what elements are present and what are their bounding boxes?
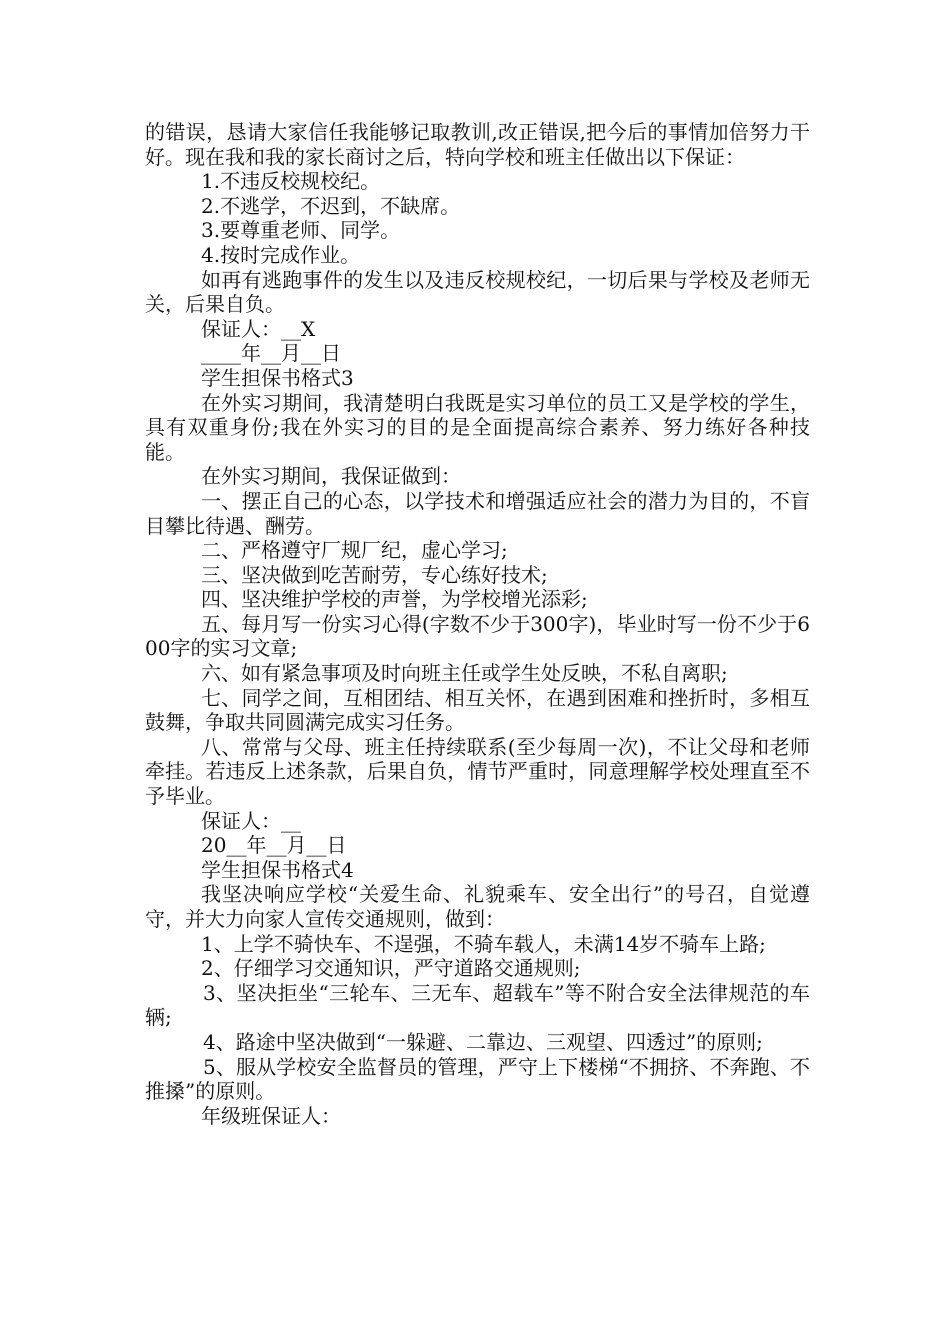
date-line: ____年__月__日 [201, 341, 341, 366]
list-item: 七、同学之间，互相团结、相互关怀，在遇到困难和挫折时，多相互鼓舞，争取共同圆满完成实习任务。 [145, 685, 810, 735]
list-item: 八、常常与父母、班主任持续联系(至少每周一次)，不让父母和老师牵挂。若违反上述条款，后果自负，情节严重时，同意理解学校处理直至不予毕业。 [145, 734, 810, 809]
paragraph: 在外实习期间，我保证做到： [201, 464, 461, 489]
signature-line: 保证人：__X [201, 316, 316, 341]
list-item: 3、坚决拒坐“三轮车、三无车、超载车”等不附合安全法律规范的车辆; [145, 980, 810, 1030]
section-title: 学生担保书格式3 [201, 365, 354, 390]
paragraph: 在外实习期间，我清楚明白我既是实习单位的员工又是学校的学生，具有双重身份;我在外实习的目的是全面提高综合素养、努力练好各种技能。 [145, 390, 810, 464]
list-item: 四、坚决维护学校的声誉，为学校增光添彩; [201, 587, 588, 612]
list-item: 二、严格遵守厂规厂纪，虚心学习; [201, 538, 508, 563]
signature-line: 年级班保证人： [201, 1103, 341, 1128]
section-title: 学生担保书格式4 [201, 857, 354, 882]
list-item: 三、坚决做到吃苦耐劳，专心练好技术; [201, 562, 548, 587]
signature-line: 保证人：__ [201, 808, 301, 833]
paragraph: 如再有逃跑事件的发生以及违反校规校纪，一切后果与学校及老师无关，后果自负。 [145, 267, 810, 317]
list-item: 4、路途中坚决做到“一躲避、二靠边、三观望、四透过”的原则; [203, 1029, 763, 1054]
paragraph: 的错误，恳请大家信任我能够记取教训,改正错误,把今后的事情加倍努力干好。现在我和我的家长商讨之后，特向学校和班主任做出以下保证： [145, 120, 810, 169]
list-item: 3.要尊重老师、同学。 [201, 218, 401, 243]
list-item: 五、每月写一份实习心得(字数不少于300字)，毕业时写一份不少于600字的实习文章; [145, 611, 810, 661]
list-item: 5、服从学校安全监督员的管理，严守上下楼梯“不拥挤、不奔跑、不推搡”的原则。 [145, 1054, 810, 1104]
list-item: 2、仔细学习交通知识，严守道路交通规则; [201, 956, 581, 981]
list-item: 4.按时完成作业。 [201, 242, 361, 267]
paragraph: 我坚决响应学校“关爱生命、礼貌乘车、安全出行”的号召，自觉遵守，并大力向家人宣传交通规则，做到： [145, 882, 810, 931]
list-item: 1.不违反校规校纪。 [201, 169, 381, 194]
document-body [145, 120, 810, 1128]
date-line: 20__年__月__日 [201, 833, 347, 858]
list-item: 六、如有紧急事项及时向班主任或学生处反映，不私自离职; [201, 661, 728, 686]
list-item: 2.不逃学，不迟到，不缺席。 [201, 193, 461, 218]
list-item: 一、摆正自己的心态，以学技术和增强适应社会的潜力为目的，不盲目攀比待遇、酬劳。 [145, 488, 810, 538]
list-item: 1、上学不骑快车、不逞强，不骑车载人，未满14岁不骑车上路; [201, 931, 766, 956]
